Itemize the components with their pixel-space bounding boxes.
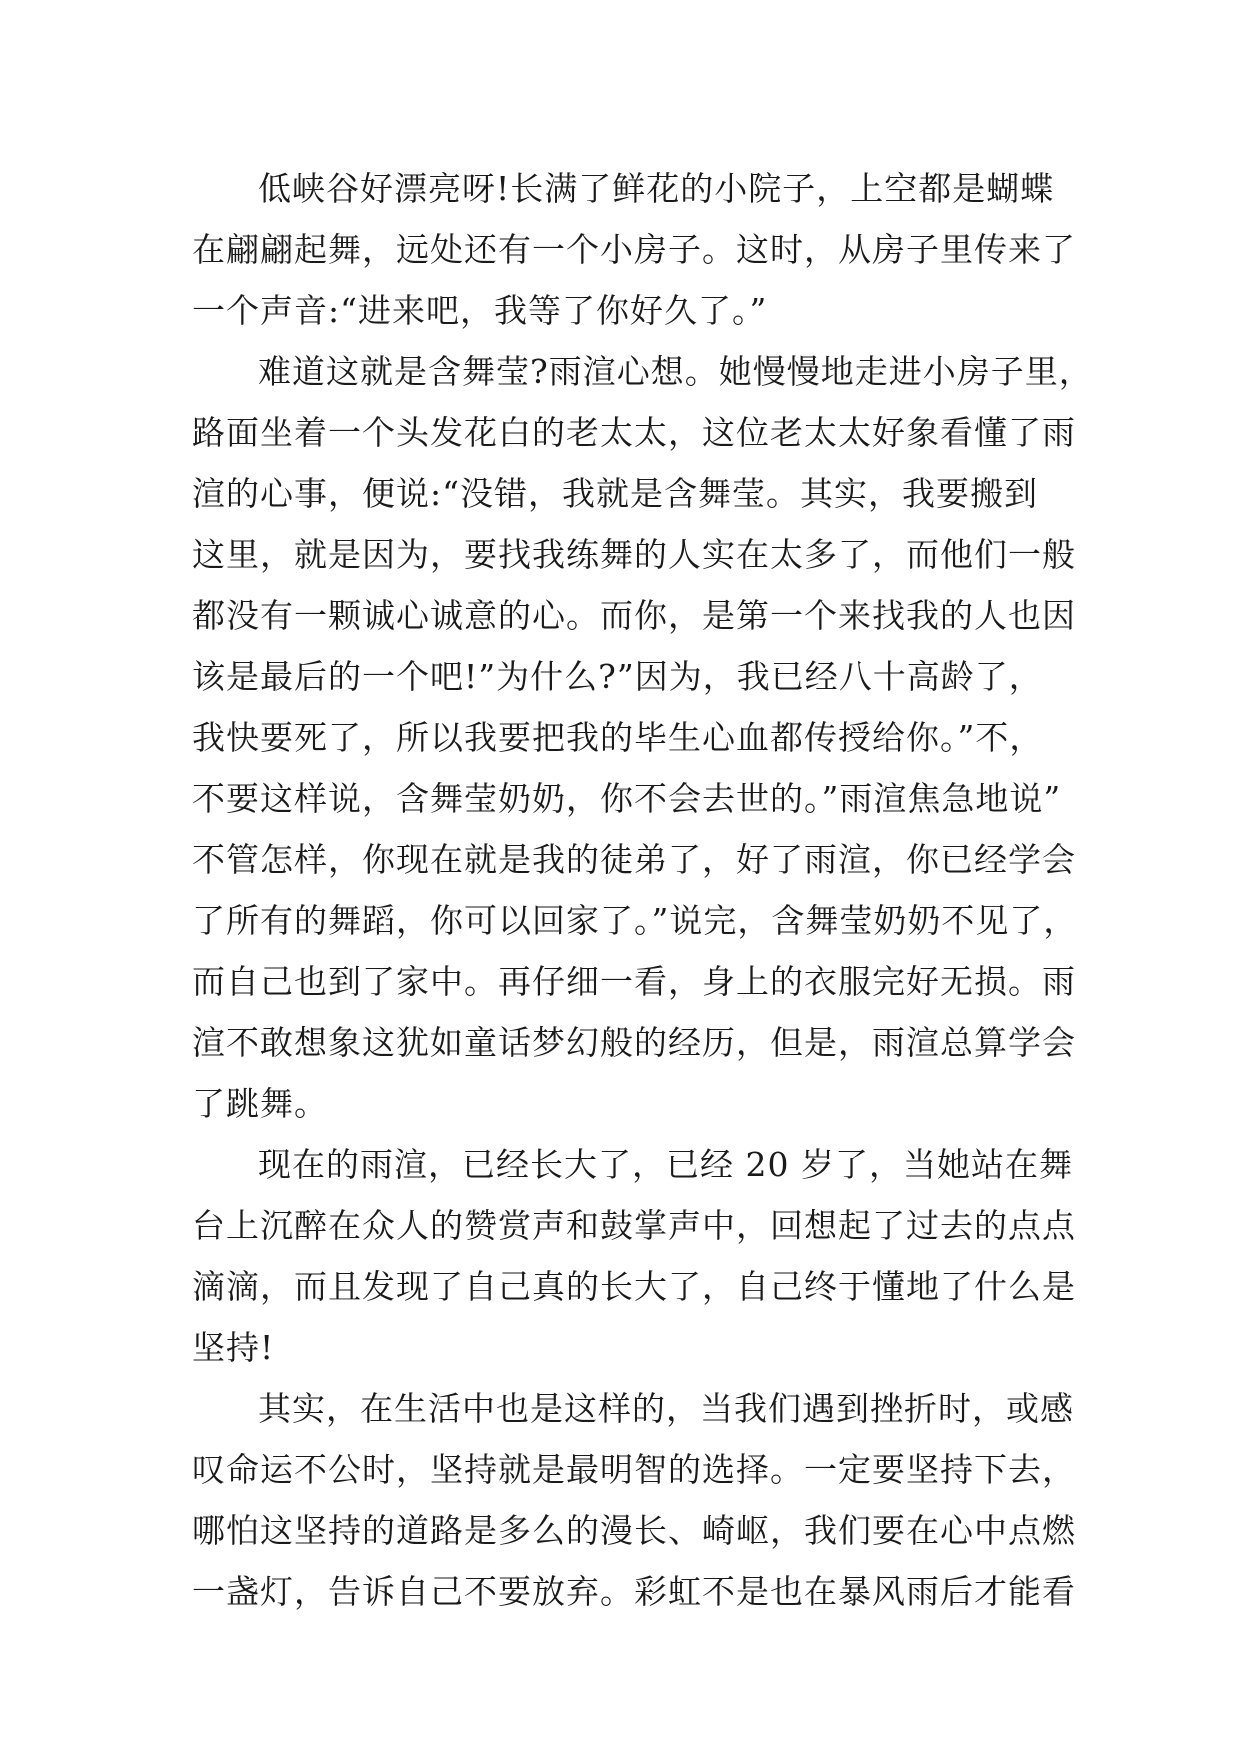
text-line: 哪怕这坚持的道路是多么的漫长、崎岖，我们要在心中点燃 [192,1511,1076,1550]
text-line: 滴滴，而且发现了自己真的长大了，自己终于懂地了什么是 [192,1267,1076,1306]
text-line: 一个声音:“进来吧，我等了你好久了。” [192,291,768,330]
paragraph-4 [192,1378,1076,1622]
text-line: 坚持! [192,1328,275,1367]
paragraph-2 [192,341,1093,1134]
text-line: 都没有一颗诚心诚意的心。而你，是第一个来找我的人也因 [192,596,1076,635]
text-line: 低峡谷好漂亮呀!长满了鲜花的小院子，上空都是蝴蝶 [258,169,1055,208]
text-line: 而自己也到了家中。再仔细一看，身上的衣服完好无损。雨 [192,962,1076,1001]
text-line: 渲不敢想象这犹如童话梦幻般的经历，但是，雨渲总算学会 [192,1023,1076,1062]
text-line: 一盏灯，告诉自己不要放弃。彩虹不是也在暴风雨后才能看 [192,1572,1076,1611]
paragraph-1 [192,158,1076,341]
text-line: 这里，就是因为，要找我练舞的人实在太多了，而他们一般 [192,535,1076,574]
text-line: 台上沉醉在众人的赞赏声和鼓掌声中，回想起了过去的点点 [192,1206,1076,1245]
text-line: 现在的雨渲，已经长大了，已经 20 岁了，当她站在舞 [258,1145,1073,1184]
text-line: 在翩翩起舞，远处还有一个小房子。这时，从房子里传来了 [192,230,1076,269]
text-line: 了所有的舞蹈，你可以回家了。”说完，含舞莹奶奶不见了， [192,901,1078,940]
text-line: 渲的心事，便说:“没错，我就是含舞莹。其实，我要搬到 [192,474,1038,513]
text-line: 路面坐着一个头发花白的老太太，这位老太太好象看懂了雨 [192,413,1076,452]
text-line: 叹命运不公时，坚持就是最明智的选择。一定要坚持下去， [192,1450,1076,1489]
text-line: 难道这就是含舞莹?雨渲心想。她慢慢地走进小房子里， [258,352,1093,391]
text-line: 了跳舞。 [192,1084,328,1123]
text-line: 不管怎样，你现在就是我的徒弟了，好了雨渲，你已经学会 [192,840,1076,879]
text-line: 其实，在生活中也是这样的，当我们遇到挫折时，或感 [258,1389,1074,1428]
body-text [192,158,1093,1622]
paragraph-3 [192,1134,1076,1378]
text-line: 不要这样说，含舞莹奶奶，你不会去世的。”雨渲焦急地说” [192,779,1062,818]
text-line: 该是最后的一个吧!”为什么?”因为，我已经八十高龄了， [192,657,1043,696]
text-line: 我快要死了，所以我要把我的毕生心血都传授给你。”不， [192,718,1044,757]
